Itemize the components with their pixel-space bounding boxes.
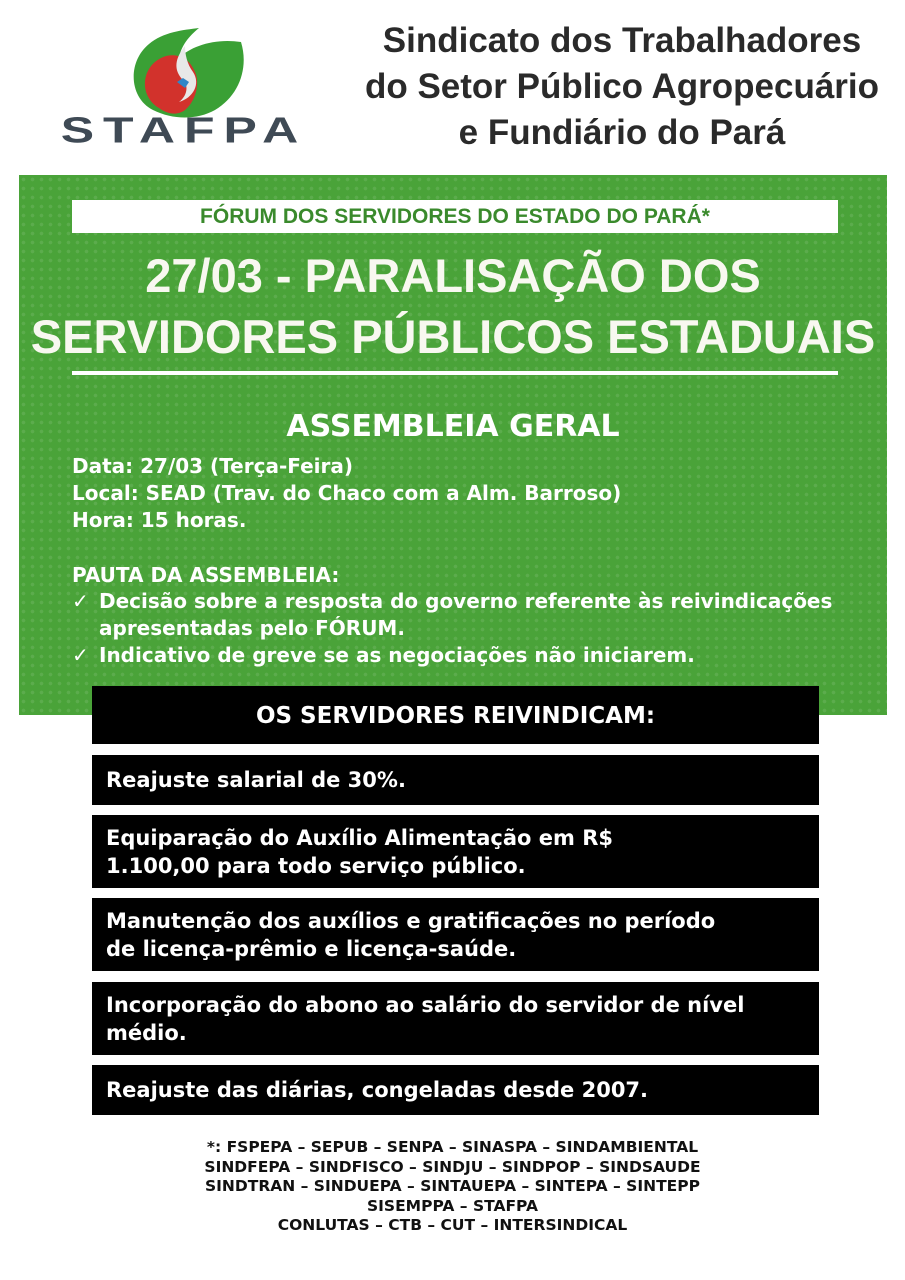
agenda-list: [72, 588, 862, 669]
demand-item: [92, 755, 819, 805]
demand-text: Incorporação do abono ao salário do servidor de nível médio.: [106, 992, 745, 1045]
demand-text: Reajuste salarial de 30%.: [106, 768, 406, 792]
union-title-line: e Fundiário do Pará: [458, 113, 786, 152]
demand-text: Manutenção dos auxílios e gratificações no período de licença-prêmio e licença-saúde.: [106, 908, 716, 961]
demand-text: Equiparação do Auxílio Alimentação em R$ 1.100,00 para todo serviço público.: [106, 825, 613, 878]
assembly-info: [72, 453, 621, 534]
agenda-item: [72, 642, 862, 669]
headline-line: 27/03 - PARALISAÇÃO DOS: [145, 249, 761, 302]
demands-heading: OS SERVIDORES REIVINDICAM:: [92, 686, 819, 744]
assembly-location: Local: SEAD (Trav. do Chaco com a Alm. Barroso): [72, 481, 622, 505]
stafpa-logo: [28, 24, 340, 158]
demand-item: [92, 982, 819, 1055]
unions-line: SINDFEPA – SINDFISCO – SINDJU – SINDPOP – SINDSAUDE: [204, 1157, 701, 1176]
union-title: [348, 18, 896, 156]
agenda-title: PAUTA DA ASSEMBLEIA:: [72, 563, 340, 587]
unions-line: CONLUTAS – CTB – CUT – INTERSINDICAL: [277, 1216, 628, 1234]
checkmark-icon: ✓: [72, 589, 89, 613]
unions-footer: [0, 1138, 905, 1236]
logo-wordmark: STAFPA: [60, 110, 308, 151]
demand-item: [92, 1065, 819, 1115]
demand-item: [92, 815, 819, 888]
demand-item: [92, 898, 819, 971]
unions-line: *: FSPEPA – SEPUB – SENPA – SINASPA – SINDAMBIENTAL: [206, 1138, 699, 1156]
agenda-item: [72, 588, 862, 642]
assembly-time: Hora: 15 horas.: [72, 508, 247, 532]
union-title-line: Sindicato dos Trabalhadores: [382, 21, 862, 60]
assembly-title: ASSEMBLEIA GERAL: [286, 409, 620, 444]
headline-line: SERVIDORES PÚBLICOS ESTADUAIS: [30, 310, 876, 363]
announcement-banner: [19, 175, 887, 715]
forum-label: FÓRUM DOS SERVIDORES DO ESTADO DO PARÁ*: [72, 200, 838, 233]
assembly-date: Data: 27/03 (Terça-Feira): [72, 454, 354, 478]
agenda-item-text: Decisão sobre a resposta do governo referente às reivindicações apresentadas pelo FÓRUM.: [99, 589, 833, 640]
unions-line: SISEMPPA – STAFPA: [367, 1196, 538, 1215]
unions-line: SINDTRAN – SINDUEPA – SINTAUEPA – SINTEPA – SINTEPP: [205, 1177, 700, 1195]
headline: [19, 245, 887, 367]
flame-leaf-icon: [123, 24, 248, 120]
headline-divider: [72, 371, 838, 375]
demand-text: Reajuste das diárias, congeladas desde 2007.: [106, 1078, 649, 1102]
agenda-item-text: Indicativo de greve se as negociações não iniciarem.: [99, 643, 695, 667]
union-title-line: do Setor Público Agropecuário: [364, 67, 880, 106]
checkmark-icon: ✓: [72, 643, 89, 667]
